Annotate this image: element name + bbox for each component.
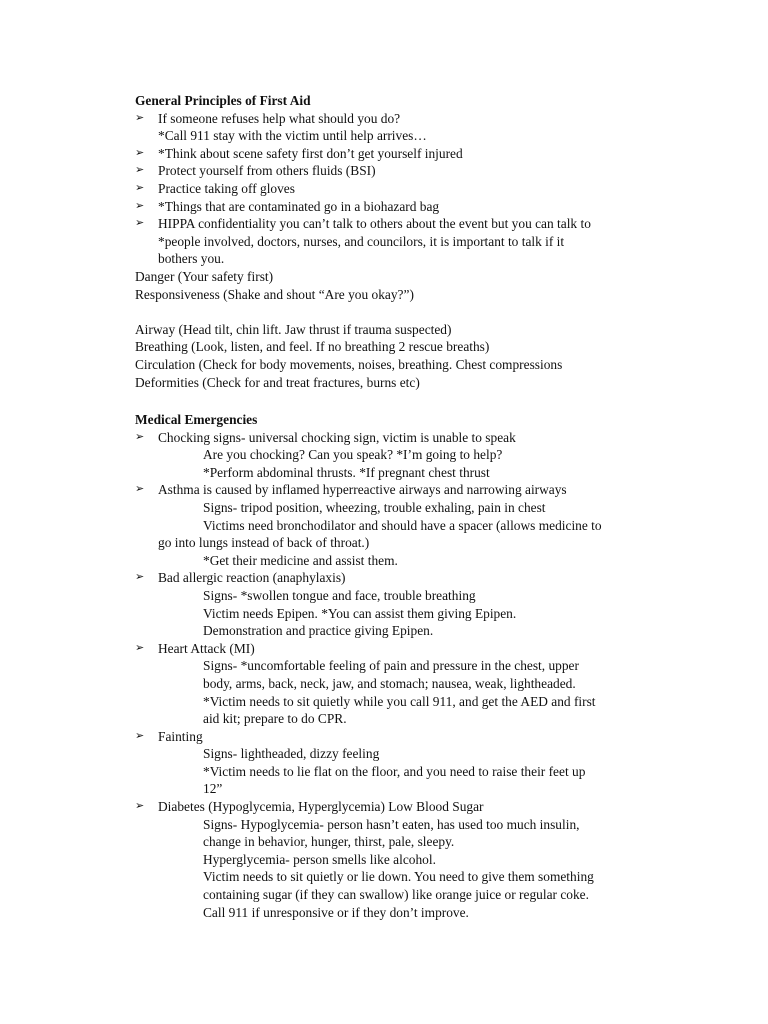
sub-line: Victim needs to sit quietly or lie down. You need to give them something [203,869,594,885]
list-item: ➢ Fainting [135,728,203,744]
medical-emergencies-section [135,411,675,921]
arrow-bullet-icon: ➢ [135,111,145,124]
blank-line [135,303,675,321]
list-item: ➢ HIPPA confidentiality you can’t talk to others about the event but you can talk to [135,216,591,232]
sub-line: go into lungs instead of back of throat.) [158,535,370,551]
section-heading: Medical Emergencies [135,412,258,427]
arrow-bullet-icon: ➢ [135,217,145,230]
list-item: ➢ Chocking signs- universal chocking sign, victim is unable to speak [135,429,516,445]
list-item: ➢ Diabetes (Hypoglycemia, Hyperglycemia) Low Blood Sugar [135,799,484,815]
list-item: ➢ *Things that are contaminated go in a biohazard bag [135,198,440,214]
arrow-bullet-icon: ➢ [135,146,145,159]
body-line: Circulation (Check for body movements, noises, breathing. Chest compressions [135,356,563,372]
arrow-bullet-icon: ➢ [135,483,145,496]
sub-line: Call 911 if unresponsive or if they don’t improve. [203,904,469,920]
sub-line: Signs- Hypoglycemia- person hasn’t eaten, has used too much insulin, [203,816,580,832]
body-line: Responsiveness (Shake and shout “Are you okay?”) [135,286,414,302]
sub-line: aid kit; prepare to do CPR. [203,711,347,727]
sub-line: Signs- tripod position, wheezing, trouble exhaling, pain in chest [203,499,546,515]
general-principles-section [135,92,675,391]
arrow-bullet-icon: ➢ [135,199,145,212]
list-item: ➢ Asthma is caused by inflamed hyperreactive airways and narrowing airways [135,482,567,498]
sub-line: change in behavior, hunger, thirst, pale, sleepy. [203,834,455,850]
body-line: Danger (Your safety first) [135,268,274,284]
arrow-bullet-icon: ➢ [135,181,145,194]
sub-line: body, arms, back, neck, jaw, and stomach; nausea, weak, lightheaded. [203,675,576,691]
sub-line: Victims need bronchodilator and should have a spacer (allows medicine to [203,517,602,533]
sub-line: *Perform abdominal thrusts. *If pregnant chest thrust [203,464,490,480]
sub-line: Signs- lightheaded, dizzy feeling [203,746,380,762]
sub-line: Victim needs Epipen. *You can assist them giving Epipen. [203,605,517,621]
list-item: ➢ Heart Attack (MI) [135,640,255,656]
arrow-bullet-icon: ➢ [135,430,145,443]
arrow-bullet-icon: ➢ [135,641,145,654]
list-item-continuation: bothers you. [158,251,225,267]
list-item-continuation: *Call 911 stay with the victim until help arrives… [158,128,427,144]
list-item: ➢ Bad allergic reaction (anaphylaxis) [135,570,346,586]
arrow-bullet-icon: ➢ [135,571,145,584]
sub-line: Are you chocking? Can you speak? *I’m going to help? [203,447,503,463]
list-item: ➢ Practice taking off gloves [135,180,295,196]
body-line: Breathing (Look, listen, and feel. If no breathing 2 rescue breaths) [135,339,490,355]
sub-line: Signs- *uncomfortable feeling of pain and pressure in the chest, upper [203,658,579,674]
sub-line: containing sugar (if they can swallow) like orange juice or regular coke. [203,887,589,903]
sub-line: Hyperglycemia- person smells like alcohol. [203,851,436,867]
body-line: Deformities (Check for and treat fractures, burns etc) [135,374,420,390]
section-heading: General Principles of First Aid [135,93,311,108]
list-item-continuation: *people involved, doctors, nurses, and councilors, it is important to talk if it [158,233,565,249]
arrow-bullet-icon: ➢ [135,729,145,742]
list-item: ➢ Protect yourself from others fluids (BSI) [135,163,376,179]
sub-line: *Get their medicine and assist them. [203,552,398,568]
sub-line: Demonstration and practice giving Epipen. [203,623,434,639]
sub-line: *Victim needs to lie flat on the floor, and you need to raise their feet up [203,763,586,779]
arrow-bullet-icon: ➢ [135,800,145,813]
sub-line: 12” [203,781,223,797]
sub-line: *Victim needs to sit quietly while you call 911, and get the AED and first [203,693,596,709]
body-line: Airway (Head tilt, chin lift. Jaw thrust if trauma suspected) [135,321,452,337]
list-item: ➢ If someone refuses help what should you do? [135,110,401,126]
list-item: ➢ *Think about scene safety first don’t get yourself injured [135,145,463,161]
arrow-bullet-icon: ➢ [135,164,145,177]
sub-line: Signs- *swollen tongue and face, trouble breathing [203,587,476,603]
